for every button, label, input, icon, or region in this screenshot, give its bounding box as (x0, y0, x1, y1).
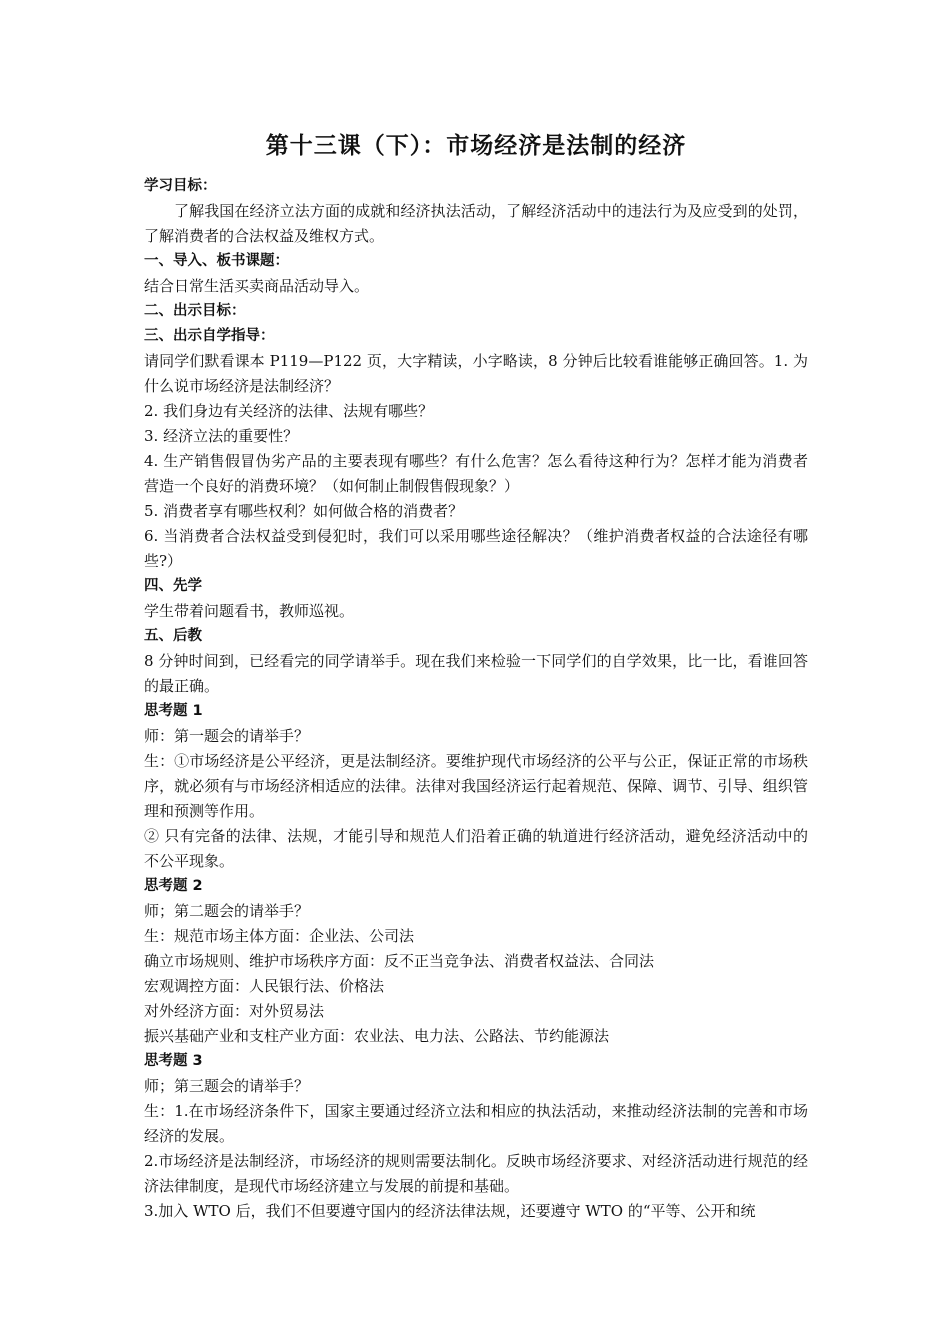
section-heading: 思考题 3 (144, 1053, 203, 1069)
paragraph: 振兴基础产业和支柱产业方面：农业法、电力法、公路法、节约能源法 (144, 1027, 610, 1045)
paragraph: 确立市场规则、维护市场秩序方面：反不正当竞争法、消费者权益法、合同法 (144, 952, 655, 970)
document-page (144, 126, 808, 1224)
section-heading: 思考题 2 (144, 878, 203, 894)
paragraph: 2.市场经济是法制经济，市场经济的规则需要法制化。反映市场经济要求、对经济活动进行规范的经济法律制度，是现代市场经济建立与发展的前提和基础。 (144, 1152, 808, 1195)
paragraph: 学生带着问题看书，教师巡视。 (144, 602, 355, 620)
paragraph: 宏观调控方面：人民银行法、价格法 (144, 977, 385, 995)
paragraph: 生：①市场经济是公平经济，更是法制经济。要维护现代市场经济的公平与公正，保证正常的市场秩序，就必须有与市场经济相适应的法律。法律对我国经济运行起着规范、保障、调节、引导、组织管理和预测等作用。 (144, 752, 808, 820)
section-heading: 二、出示目标： (144, 303, 246, 319)
paragraph: 对外经济方面：对外贸易法 (144, 1002, 325, 1020)
paragraph: 3.加入 WTO 后，我们不但要遵守国内的经济法律法规，还要遵守 WTO 的“平等、公开和统 (144, 1202, 756, 1220)
paragraph: 请同学们默看课本 P119—P122 页，大字精读，小字略读，8 分钟后比较看谁能够正确回答。1. 为什么说市场经济是法制经济？ (144, 352, 808, 395)
paragraph: 5. 消费者享有哪些权利？如何做合格的消费者？ (144, 502, 464, 520)
paragraph: ② 只有完备的法律、法规，才能引导和规范人们沿着正确的轨道进行经济活动，避免经济活动中的不公平现象。 (144, 827, 808, 870)
paragraph: 生：规范市场主体方面：企业法、公司法 (144, 927, 415, 945)
paragraph: 了解我国在经济立法方面的成就和经济执法活动，了解经济活动中的违法行为及应受到的处罚，了解消费者的合法权益及维权方式。 (144, 202, 808, 245)
section-heading: 一、导入、板书课题： (144, 253, 289, 269)
paragraph: 师；第二题会的请举手？ (144, 902, 310, 920)
paragraph: 6. 当消费者合法权益受到侵犯时，我们可以采用哪些途径解决？（维护消费者权益的合法途径有哪些?） (144, 527, 808, 570)
section-heading: 学习目标： (144, 178, 217, 194)
section-heading: 三、出示自学指导： (144, 328, 275, 344)
paragraph: 生：1.在市场经济条件下，国家主要通过经济立法和相应的执法活动，来推动经济法制的完善和市场经济的发展。 (144, 1102, 808, 1145)
paragraph: 2. 我们身边有关经济的法律、法规有哪些？ (144, 402, 434, 420)
paragraph: 师：第一题会的请举手？ (144, 727, 310, 745)
paragraph: 8 分钟时间到，已经看完的同学请举手。现在我们来检验一下同学们的自学效果，比一比，看谁回答的最正确。 (144, 652, 808, 695)
section-heading: 四、先学 (144, 578, 202, 594)
paragraph: 4. 生产销售假冒伪劣产品的主要表现有哪些？有什么危害？怎么看待这种行为？怎样才能为消费者营造一个良好的消费环境？（如何制止制假售假现象？） (144, 452, 808, 495)
section-heading: 五、后教 (144, 628, 202, 644)
paragraph: 师；第三题会的请举手？ (144, 1077, 310, 1095)
paragraph: 结合日常生活买卖商品活动导入。 (144, 277, 370, 295)
document-title: 第十三课（下）：市场经济是法制的经济 (265, 132, 687, 159)
section-heading: 思考题 1 (144, 703, 203, 719)
paragraph: 3. 经济立法的重要性？ (144, 427, 299, 445)
document-body (144, 174, 808, 1224)
